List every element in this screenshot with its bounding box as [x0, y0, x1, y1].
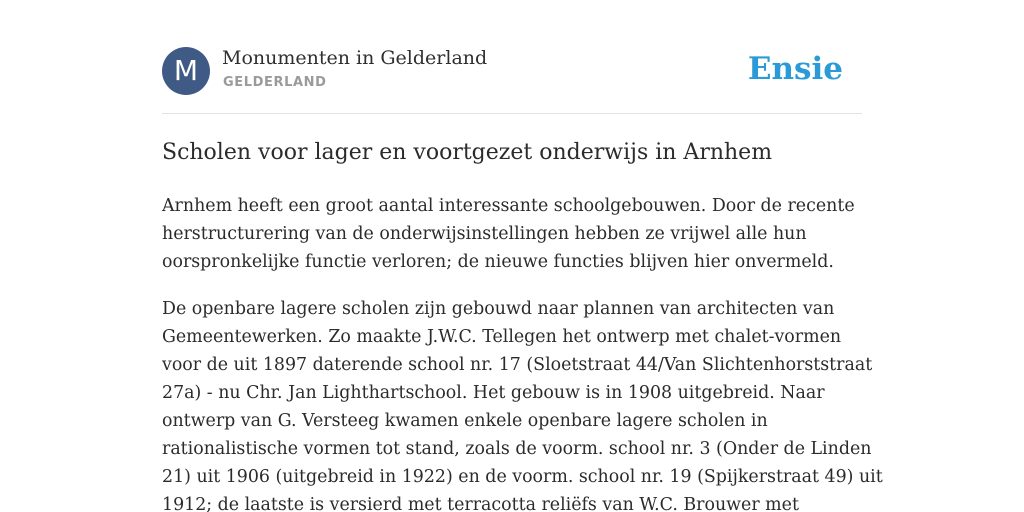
text-line: Gemeentewerken. Zo maakte J.W.C. Tellegen het ontwerp met chalet-vormen — [162, 327, 842, 347]
text-line: Arnhem heeft een groot aantal interessante schoolgebouwen. Door de recente — [162, 196, 855, 216]
text-line: 21) uit 1906 (uitgebreid in 1922) en de voorm. school nr. 19 (Spijkerstraat 49) uit — [162, 467, 883, 487]
source-subtitle: GELDERLAND — [223, 75, 327, 90]
text-line: herstructurering van de onderwijsinstellingen hebben ze vrijwel alle hun — [162, 224, 807, 244]
paragraph-2 — [162, 295, 883, 512]
text-line: De openbare lagere scholen zijn gebouwd naar plannen van architecten van — [162, 299, 835, 319]
article-title: Scholen voor lager en voortgezet onderwijs in Arnhem — [162, 140, 773, 165]
text-line: 27a) - nu Chr. Jan Lighthartschool. Het gebouw is in 1908 uitgebreid. Naar — [162, 383, 825, 403]
text-line: ontwerp van G. Versteeg kwamen enkele openbare lagere scholen in — [162, 411, 768, 431]
text-line: oorspronkelijke functie verloren; de nieuwe functies blijven hier onvermeld. — [162, 252, 834, 272]
text-line: 1912; de laatste is versierd met terracotta reliëfs van W.C. Brouwer met — [162, 495, 799, 512]
source-title-link[interactable]: Monumenten in Gelderland — [222, 47, 488, 69]
paragraph-1 — [162, 192, 862, 276]
text-line: rationalistische vormen tot stand, zoals de voorm. school nr. 3 (Onder de Linden — [162, 439, 872, 459]
article — [162, 136, 883, 512]
brand-logo[interactable]: Ensie — [747, 51, 843, 87]
text-line: voor de uit 1897 daterende school nr. 17 (Sloetstraat 44/Van Slichtenhorststraat — [162, 355, 873, 375]
divider — [162, 113, 862, 114]
source-header — [162, 47, 862, 95]
avatar[interactable]: M — [162, 47, 210, 95]
